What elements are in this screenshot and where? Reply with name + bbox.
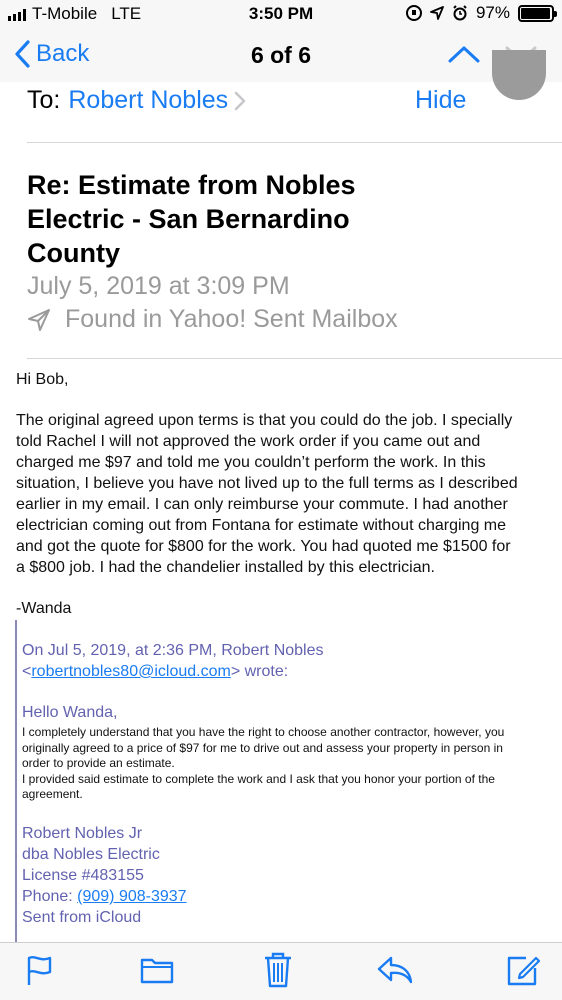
status-time: 3:50 PM xyxy=(248,4,314,23)
email-subject: Re: Estimate from Nobles Electric - San Bernardino County xyxy=(27,170,356,268)
sender-email-link[interactable]: robertnobles80@icloud.com xyxy=(31,663,231,680)
message-line: told Rachel I will not approved the work order if you came out and xyxy=(16,433,481,450)
folder-icon[interactable] xyxy=(140,955,174,985)
compose-icon[interactable] xyxy=(506,955,540,987)
message-line: The original agreed upon terms is that you could do the job. I specially xyxy=(16,412,513,429)
message-line: charged me $97 and told me you couldn’t perform the work. In this xyxy=(16,454,486,471)
recipient-name[interactable]: Robert Nobles xyxy=(68,86,229,114)
message-line: earlier in my email. I can only reimburse your commute. I had another xyxy=(16,496,508,513)
quoted-message xyxy=(15,620,555,942)
chevron-right-icon xyxy=(234,91,246,111)
signature-sent-from: Sent from iCloud xyxy=(22,909,142,926)
sender-avatar[interactable] xyxy=(492,50,546,100)
greeting: Hi Bob, xyxy=(16,371,69,388)
quote-greeting: Hello Wanda, xyxy=(22,704,118,721)
message-line: a $800 job. I had the chandelier installed by this electrician. xyxy=(16,559,435,576)
network-type: LTE xyxy=(111,4,142,23)
email-date: July 5, 2019 at 3:09 PM xyxy=(27,272,290,300)
quote-line: originally agreed to a price of $97 for me to drive out and assess your property in person in xyxy=(22,740,503,755)
quote-line: agreement. xyxy=(22,787,83,801)
status-bar xyxy=(0,0,562,30)
quote-line: order to provide an estimate. xyxy=(22,756,175,770)
quote-attribution-line: On Jul 5, 2019, at 2:36 PM, Robert Nobles xyxy=(22,642,324,659)
orientation-lock-icon xyxy=(406,5,422,21)
message-line: electrician coming out from Fontana for estimate without charging me xyxy=(16,517,507,534)
signature-license: License #483155 xyxy=(22,867,144,884)
quote-attribution xyxy=(22,640,324,682)
body-divider xyxy=(27,358,562,359)
quote-line: I completely understand that you have the right to choose another contractor, however, you xyxy=(22,725,505,739)
mailbox-location[interactable] xyxy=(27,305,398,334)
quote-body xyxy=(22,725,542,803)
status-right xyxy=(406,3,554,23)
phone-label: Phone: xyxy=(22,888,78,905)
phone-link[interactable]: (909) 908-3937 xyxy=(77,888,187,905)
recipient-row xyxy=(27,86,246,115)
message-line: and got the quote for $800 for the work. You had quoted me $1500 for xyxy=(16,538,511,555)
message-line: situation, I believe you have not lived up to the full terms as I described xyxy=(16,475,518,492)
back-label: Back xyxy=(36,40,90,67)
signature-name: Robert Nobles Jr xyxy=(22,825,143,842)
battery-fill xyxy=(521,8,550,19)
message-counter: 6 of 6 xyxy=(250,42,312,68)
quote-line: I provided said estimate to complete the work and I ask that you honor your portion of the xyxy=(22,771,495,786)
battery-percent: 97% xyxy=(475,3,510,22)
message-paragraph xyxy=(16,410,546,578)
to-label: To: xyxy=(27,86,61,114)
signature-phone-row xyxy=(22,886,187,907)
battery-icon xyxy=(518,5,554,22)
email-bracket-open: < xyxy=(22,663,32,680)
email-bracket-close: > wrote: xyxy=(230,663,289,680)
signoff: -Wanda xyxy=(16,600,72,617)
flag-icon[interactable] xyxy=(26,955,54,987)
bottom-toolbar xyxy=(0,942,562,1000)
location-icon xyxy=(430,6,444,20)
alarm-icon xyxy=(452,5,468,21)
previous-message-icon[interactable] xyxy=(448,44,480,64)
signature-dba: dba Nobles Electric xyxy=(22,846,160,863)
navigation-bar xyxy=(0,30,562,82)
reply-icon[interactable] xyxy=(376,955,414,985)
mailbox-label: Found in Yahoo! Sent Mailbox xyxy=(65,305,398,333)
carrier-name: T-Mobile xyxy=(32,4,98,23)
quote-email-line xyxy=(22,661,324,682)
paper-plane-icon xyxy=(27,308,51,332)
hide-details-button[interactable]: Hide xyxy=(415,86,467,114)
header-divider xyxy=(27,142,562,143)
trash-icon[interactable] xyxy=(262,951,294,989)
quote-signature xyxy=(22,823,187,928)
